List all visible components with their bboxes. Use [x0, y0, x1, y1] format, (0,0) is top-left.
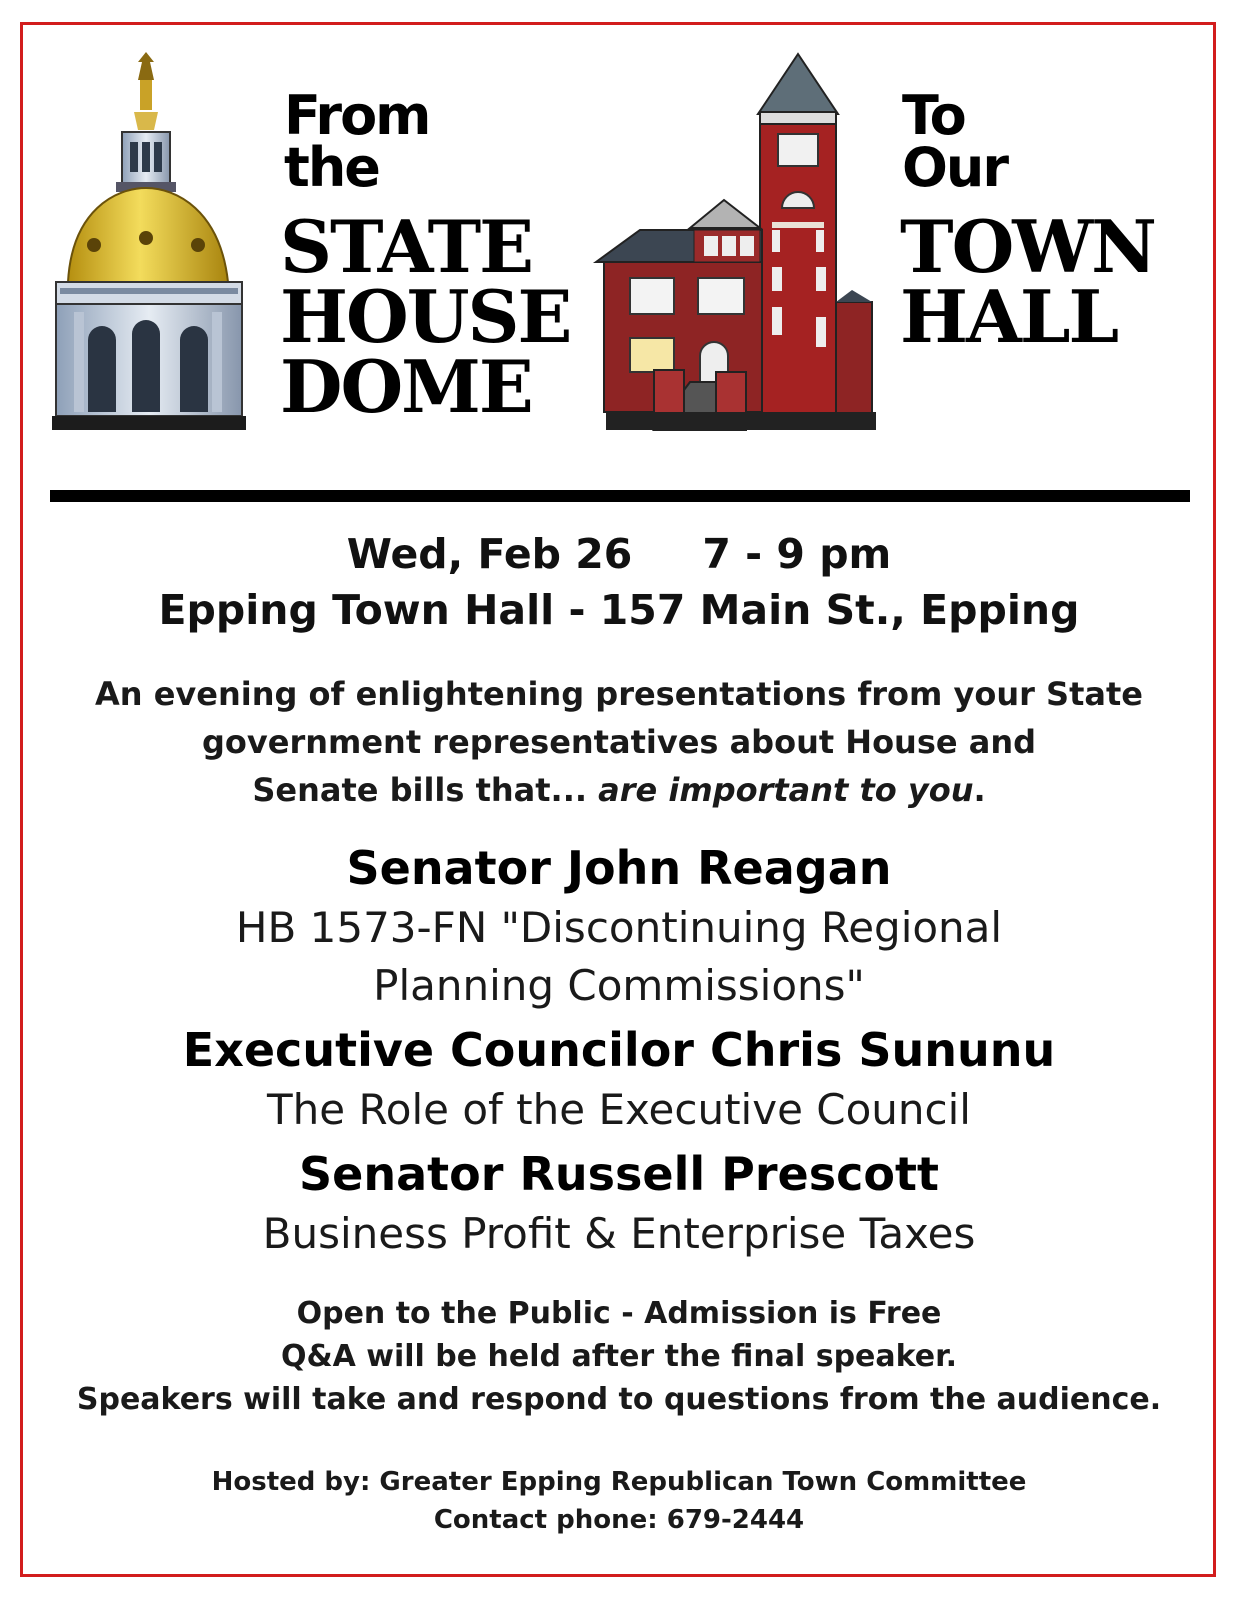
info-line-3: Speakers will take and respond to questions from the audience.: [76, 1382, 1162, 1417]
heading-from: From: [284, 84, 430, 147]
intro-line-2: government representatives about House and: [201, 723, 1036, 761]
state-house-dome-illustration: [46, 50, 251, 435]
info-line-1: Open to the Public - Admission is Free: [296, 1296, 942, 1331]
heading-house: HOUSE: [280, 274, 571, 359]
heading-state: STATE: [280, 204, 533, 289]
event-date: Wed, Feb 26: [346, 530, 633, 578]
intro-line-3-start: Senate bills that...: [252, 771, 599, 809]
heading-our: Our: [902, 136, 1007, 199]
speaker-3-name: Senator Russell Prescott: [299, 1147, 939, 1201]
heading-to: To: [902, 84, 965, 147]
speaker-2-topic: The Role of the Executive Council: [267, 1085, 971, 1134]
contact-phone: Contact phone: 679-2444: [433, 1505, 805, 1535]
intro-emphasis: are important to you: [598, 771, 974, 809]
speaker-1-name: Senator John Reagan: [346, 841, 892, 895]
intro-line-1: An evening of enlightening presentations from your State: [95, 675, 1143, 713]
heading-the: the: [284, 136, 379, 199]
event-datetime: [30, 528, 1208, 580]
intro-line-3-end: .: [973, 771, 986, 809]
intro-line-3: [30, 766, 1208, 814]
event-venue: Epping Town Hall - 157 Main St., Epping: [158, 586, 1080, 634]
info-line-2: Q&A will be held after the final speaker.: [280, 1339, 958, 1374]
hosted-by: Hosted by: Greater Epping Republican Town Committee: [211, 1467, 1027, 1497]
speaker-2-name: Executive Councilor Chris Sununu: [182, 1023, 1056, 1077]
heading-town: TOWN: [900, 204, 1155, 289]
divider-rule: [50, 490, 1190, 502]
speaker-3-topic: Business Profit & Enterprise Taxes: [262, 1209, 976, 1258]
heading-dome: DOME: [280, 344, 532, 429]
intro-paragraph: [30, 670, 1208, 814]
heading-hall: HALL: [900, 274, 1118, 359]
town-hall-illustration: [594, 52, 879, 437]
event-time: 7 - 9 pm: [702, 530, 892, 578]
speaker-1-topic-line-1: HB 1573-FN "Discontinuing Regional: [235, 903, 1003, 952]
speaker-1-topic-line-2: Planning Commissions": [373, 961, 865, 1010]
